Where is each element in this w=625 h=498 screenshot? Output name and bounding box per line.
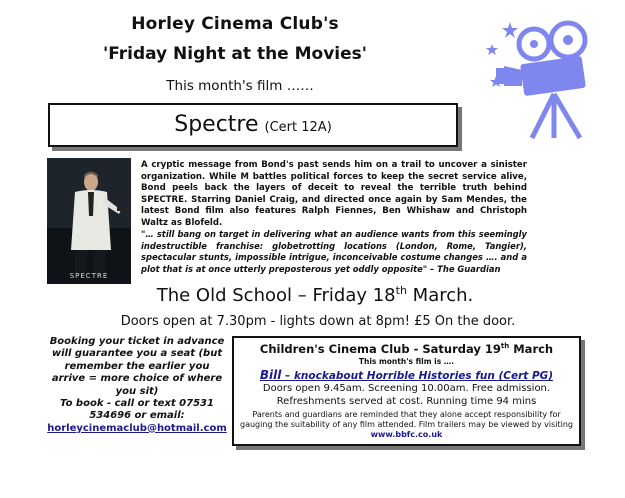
childrens-film-name: Bill bbox=[259, 368, 282, 382]
childrens-film bbox=[234, 368, 579, 382]
childrens-club-title bbox=[234, 342, 579, 356]
childrens-title-ordinal: th bbox=[500, 342, 510, 351]
event-title: 'Friday Night at the Movies' bbox=[103, 44, 367, 64]
film-name: Spectre bbox=[174, 112, 259, 137]
email-link[interactable]: horleycinemaclub@hotmail.com bbox=[47, 422, 227, 434]
film-projector-icon bbox=[482, 14, 612, 144]
club-title: Horley Cinema Club's bbox=[131, 14, 339, 34]
doors-info: Doors open at 7.30pm - lights down at 8pm! £5 On the door. bbox=[120, 314, 516, 329]
childrens-club-box bbox=[232, 336, 581, 446]
booking-contact: To book - call or text 07531 534696 or email: bbox=[60, 398, 214, 422]
childrens-details bbox=[234, 383, 579, 408]
film-title-box bbox=[48, 103, 458, 147]
childrens-film-desc: – knockabout Horrible Histories fun (Cert PG) bbox=[281, 370, 554, 382]
film-synopsis: A cryptic message from Bond's past sends him on a trail to uncover a sinister organization. While M battles political forces to keep the secret service alive, Bond peels back the layers of deceit to reveal the terrible truth behind SPECTRE. Starring Daniel Craig, and directed once again by Sam Mendes, the latest Bond film also features Ralph Fiennes, Ben Whishaw and Christoph Waltz as Blofeld. bbox=[141, 160, 527, 228]
poster-title: SPECTRE bbox=[69, 272, 109, 280]
venue-date-prefix: The Old School – Friday 18 bbox=[156, 285, 396, 306]
spectre-poster-image bbox=[47, 158, 131, 284]
review-quote: "… still bang on target in delivering what an audience wants from this seemingly indestructible franchise: globetrotting locations (London, Rome, Tangier), spectacular stunts, impossible intrigue, inconceivable costume changes …. and a plot that is at once utterly preposterous yet oddly opposite" – The Guardian bbox=[141, 229, 527, 274]
booking-info bbox=[47, 336, 227, 435]
this-month-label: This month's film …… bbox=[166, 78, 314, 94]
film-certificate: (Cert 12A) bbox=[264, 120, 332, 135]
childrens-this-month-label: This month's film is …. bbox=[358, 357, 455, 366]
bbfc-link[interactable]: www.bbfc.co.uk bbox=[370, 430, 443, 439]
childrens-title-prefix: Children's Cinema Club - Saturday 19 bbox=[259, 342, 501, 356]
parental-note bbox=[234, 410, 579, 440]
childrens-details-line2: Refreshments served at cost. Running time 94 mins bbox=[276, 395, 537, 407]
childrens-details-line1: Doors open 9.45am. Screening 10.00am. Free admission. bbox=[262, 383, 551, 394]
childrens-title-month: March bbox=[509, 342, 554, 356]
venue-date-suffix-ordinal: th bbox=[395, 284, 407, 297]
venue-date-month: March. bbox=[406, 285, 474, 306]
booking-text: Booking your ticket in advance will guarantee you a seat (but remember the earlier you arrive = more choice of where you sit) bbox=[49, 336, 225, 397]
parental-note-text: Parents and guardians are reminded that they alone accept responsibility for gauging the suitability of any film attended. Film trailers may be viewed by visiting bbox=[240, 410, 573, 429]
venue-date bbox=[95, 284, 535, 306]
